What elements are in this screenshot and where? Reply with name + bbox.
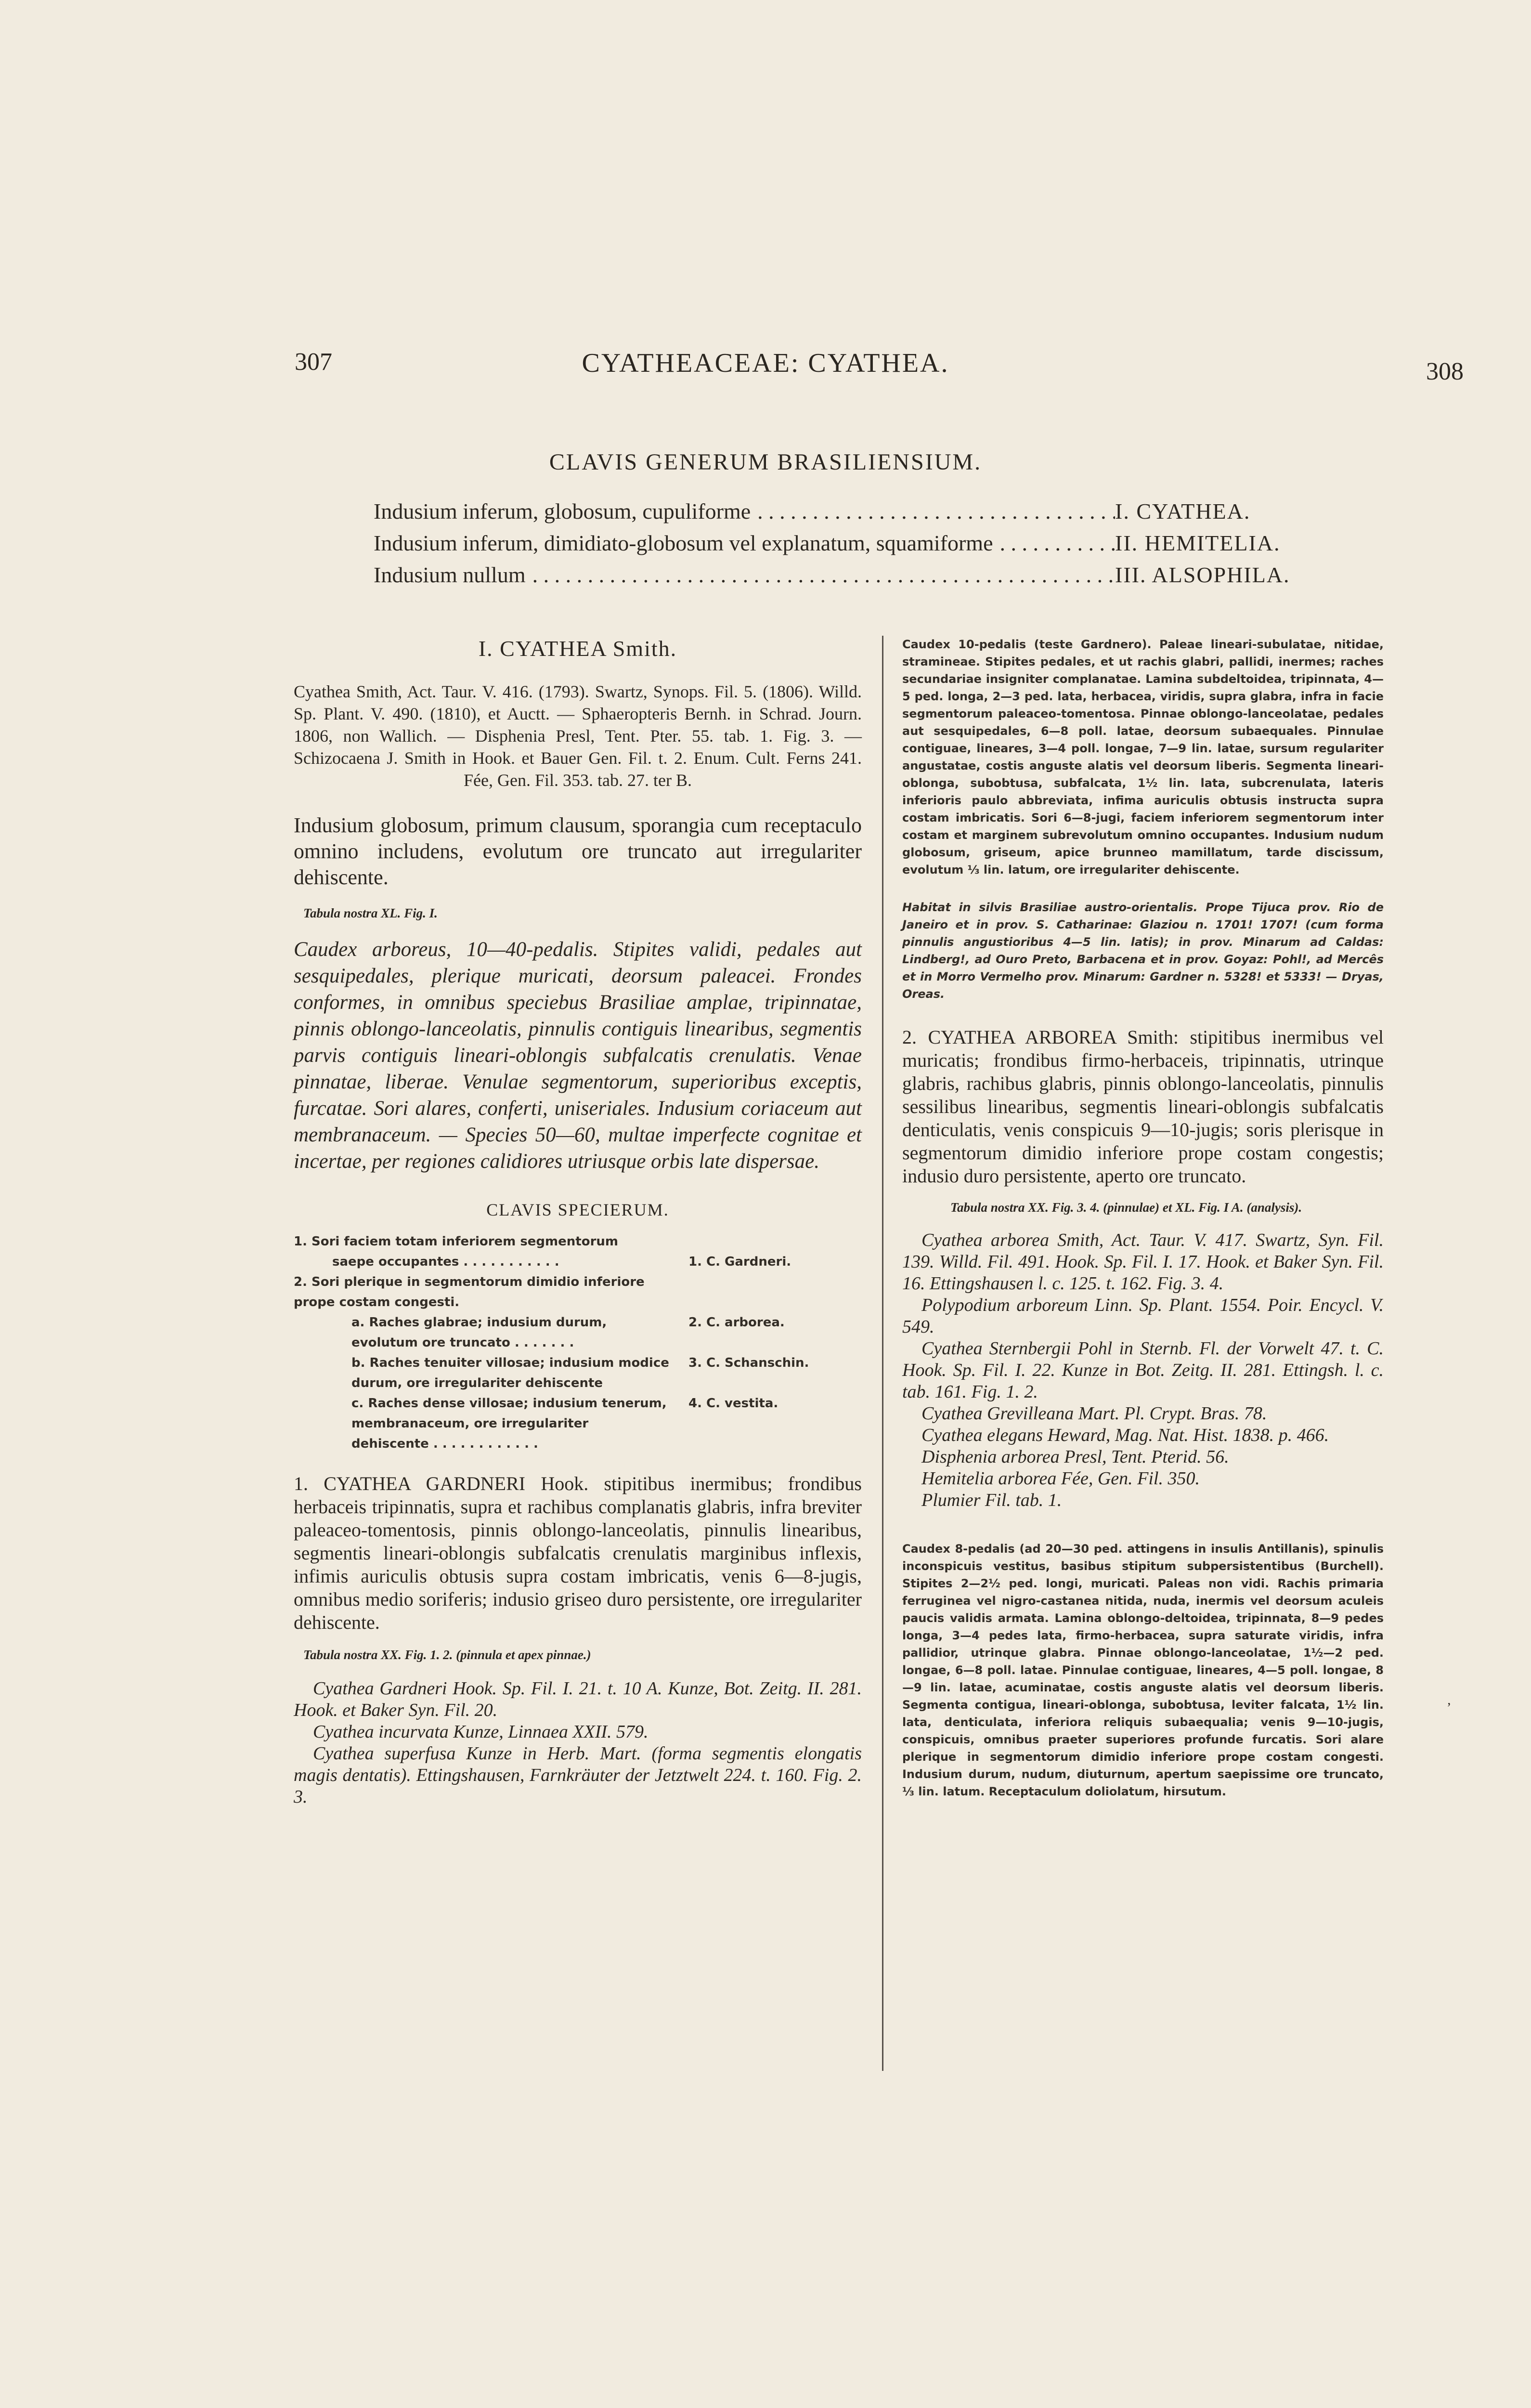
synonym-entry: Cyathea elegans Heward, Mag. Nat. Hist. 1838. p. 466. [921,1425,1329,1445]
key-row [294,1312,862,1353]
leader-dots [751,498,1115,524]
genus-key-text: Indusium inferum, globosum, cupuliforme [374,499,751,523]
genus-key-result: I. CYATHEA. [1115,499,1251,523]
clavis-generum-title: CLAVIS GENERUM BRASILIENSIUM. [549,449,982,475]
habitat-text: Habitat in silvis Brasiliae austro-orientalis. Prope Tijuca prov. Rio de Janeiro et in prov. S. Catharinae: Glaziou n. 1701! 1707! (cum forma pinnulis angustioribus 4—5 lin. latis); in prov. Minarum ad Caldas: Lindberg!, ad Ouro Preto, Barbacena et in prov. Goyaz: Pohl!, ad Mercês et in Morro Vermelho prov. Minarum: Gardner n. 5328! et 5333! — Dryas, Oreas. [902,901,1384,1001]
key-row [294,1231,862,1252]
margin-mark: ‚ [1447,1693,1452,1708]
synonym-entry: Polypodium arboreum Linn. Sp. Plant. 1554. Poir. Encycl. V. 549. [902,1295,1384,1337]
synonym-entry: Cyathea superfusa Kunze in Herb. Mart. (forma segmentis elongatis magis dentatis). Ettingshausen, Farnkräuter der Jetztwelt 224. t. 160. Fig. 2. 3. [294,1743,862,1807]
running-title: CYATHEACEAE: CYATHEA. [582,348,949,378]
key-text: 2. Sori plerique in segmentorum dimidio inferiore prope costam congesti. [294,1275,645,1309]
synonym-entry: Cyathea Gardneri Hook. Sp. Fil. I. 21. t. 10 A. Kunze, Bot. Zeitg. II. 281. Hook. et Baker Syn. Fil. 20. [294,1678,862,1720]
key-text: a. Raches glabrae; indusium durum, evolutum ore truncato . . . . . . . [351,1315,607,1350]
synonym-entry: Cyathea incurvata Kunze, Linnaea XXII. 579. [313,1722,649,1742]
species-synonymy [902,1230,1384,1511]
column-divider [882,636,883,2071]
key-result: 4. C. vestita. [688,1396,778,1411]
key-result: 1. C. Gardneri. [688,1255,791,1269]
species-key [294,1231,862,1454]
synonym-entry: Cyathea Sternbergii Pohl in Sternb. Fl. der Vorwelt 47. t. C. Hook. Sp. Fil. I. 22. Kunze in Bot. Zeitg. II. 281. Ettingsh. l. c. tab. 161. Fig. 1. 2. [902,1338,1384,1402]
genus-key-row [374,530,1370,562]
plate-reference: Tabula nostra XX. Fig. 3. 4. (pinnulae) et XL. Fig. I A. (analysis). [950,1200,1302,1215]
synonym-entry: Cyathea Grevilleana Mart. Pl. Crypt. Bras. 78. [921,1403,1267,1424]
key-row [294,1252,862,1272]
genus-synonymy: Cyathea Smith, Act. Taur. V. 416. (1793). Swartz, Synops. Fil. 5. (1806). Willd. Sp. Plant. V. 490. (1810), et Auctt. — Sphaeropteris Bernh. in Schrad. Journ. 1806, non Wallich. — Disphenia Presl, Tent. Pter. 55. tab. 1. Fig. 3. — Schizocaena J. Smith in Hook. et Bauer Gen. Fil. t. 2. Enum. Cult. Ferns 241. Fée, Gen. Fil. 353. tab. 27. ter B. [294,682,862,790]
leader-dots [526,562,1115,588]
species-detail-description: Caudex 10-pedalis (teste Gardnero). Paleae lineari-subulatae, nitidae, stramineae. Stipites pedales, et ut rachis glabri, pallidi, inermes; raches secundariae insigniter complanatae. Lamina subdeltoidea, tripinnata, 4—5 ped. longa, 2—3 ped. lata, herbacea, viridis, supra glabra, infra in facie segmentorum paleaceo-tomentosa. Pinnae oblongo-lanceolatae, pedales aut sesquipedales, 6—8 poll. latae, deorsum subaequales. Pinnulae contiguae, lineares, 3—4 poll. longae, 7—9 lin. latae, sursum regulariter angustatae, costis anguste alatis vel deorsum liberis. Segmenta lineari-oblonga, subobtusa, subfalcata, 1½ lin. lata, subcrenulata, lateris inferioris paulo abbreviata, infima auriculis obtusis instructa supra costam imbricatis. Sori 6—8-jugi, faciem inferiorem segmentorum inter costam et marginem subrevolutum omnino occupantes. Indusium nudum globosum, griseum, apice brunneo mamillatum, tarde discissum, evolutum ⅓ lin. latum, ore irregulariter dehiscente. [902,638,1384,877]
genus-key-result: II. HEMITELIA. [1115,531,1281,555]
key-result [669,1231,862,1252]
synonym-entry: Cyathea arborea Smith, Act. Taur. V. 417. Swartz, Syn. Fil. 139. Willd. Fil. 491. Hook. Sp. Fil. I. 17. Hook. et Baker Syn. Fil. 16. Ettingshausen l. c. 125. t. 162. Fig. 3. 4. [902,1230,1384,1294]
genus-key-row [374,562,1370,594]
genus-key-row [374,498,1370,530]
key-text: c. Raches dense villosae; indusium tenerum, membranaceum, ore irregulariter dehiscente . . . . . . . . . . . . [351,1396,667,1451]
key-text: b. Raches tenuiter villosae; indusium modice durum, ore irregulariter dehiscente [351,1356,669,1390]
key-row [294,1353,862,1393]
page-number-right: 308 [1426,358,1464,385]
synonym-entry: Hemitelia arborea Fée, Gen. Fil. 350. [921,1468,1200,1489]
synonym-entry: Plumier Fil. tab. 1. [921,1490,1062,1510]
key-row [294,1272,862,1312]
species-description: 2. CYATHEA ARBOREA Smith: stipitibus inermibus vel muricatis; frondibus firmo-herbaceis, tripinnatis, utrinque glabris, rachibus glabris, pinnis oblongo-lanceolatis, pinnulis sessilibus linearibus, segmentis lineari-oblongis subfalcatis denticulatis, venis conspicuis 9—10-jugis; soris plerisque in segmentorum dimidio inferiore prope costam congestis; indusio duro persistente, aperto ore truncato. [902,1026,1384,1187]
key-text: 1. Sori faciem totam inferiorem segmentorum [294,1234,618,1249]
key-result: 3. C. Schanschin. [688,1356,809,1370]
leader-dots [993,530,1116,556]
key-result [669,1272,862,1312]
key-result: 2. C. arborea. [688,1315,785,1330]
right-column [902,636,1384,1820]
genus-key-text: Indusium inferum, dimidiato-globosum vel explanatum, squamiforme [374,531,993,555]
species-synonymy [294,1678,862,1808]
species-detail-description: Caudex 8-pedalis (ad 20—30 ped. attingens in insulis Antillanis), spinulis inconspicuis vestitus, basibus stipitum subpersistentibus (Burchell). Stipites 2—2½ ped. longi, muricati. Paleas non vidi. Rachis primaria ferruginea vel nigro-castanea nitida, nuda, inermis vel deorsum aculeis paucis validis armata. Lamina oblongo-deltoidea, tripinnata, 8—9 pedes longa, 3—4 pedes lata, firmo-herbacea, supra saturate viridis, infra pallidior, utrinque glabra. Pinnae oblongo-lanceolatae, 1½—2 ped. longae, 6—8 poll. latae. Pinnulae contiguae, lineares, 4—5 poll. longae, 8—9 lin. latae, acuminatae, costis anguste alatis vel deorsum liberis. Segmenta contigua, lineari-oblonga, subobtusa, leviter falcata, 1½ lin. lata, denticulata, inferiora reliquis subaequalia; venis 9—10-jugis, conspicuis, omnibus praeter superiores profunde furcatis. Sori alare plerique in segmentorum dimidio inferiore prope costam congesti. Indusium durum, nudum, diuturnum, apertum saepissime ore truncato, ⅓ lin. latum. Receptaculum doliolatum, hirsutum. [902,1542,1384,1798]
key-text: saepe occupantes . . . . . . . . . . . [332,1255,559,1269]
indusium-description: Indusium globosum, primum clausum, sporangia cum receptaculo omnino includens, evolutum ore truncato aut irregulariter dehiscente. [294,813,862,889]
genus-heading: I. CYATHEA Smith. [478,636,677,661]
clavis-generum-list [374,498,1370,594]
plate-reference: Tabula nostra XL. Fig. I. [303,906,438,920]
genus-key-result: III. ALSOPHILA. [1115,563,1290,587]
species-description: 1. CYATHEA GARDNERI Hook. stipitibus inermibus; frondibus herbaceis tripinnatis, supra et rachibus complanatis glabris, infra breviter paleaceo-tomentosis, pinnis oblongo-lanceolatis, pinnulis linearibus, segmentis lineari-oblongis subfalcatis crenulatis marginibus inflexis, infimis auriculis obtusis supra costam imbricatis, venis 6—8-jugis, omnibus medio soriferis; indusio griseo duro persistente, ore irregulariter dehiscente. [294,1473,862,1633]
key-row [294,1393,862,1454]
plate-reference: Tabula nostra XX. Fig. 1. 2. (pinnula et apex pinnae.) [303,1648,591,1662]
genus-key-text: Indusium nullum [374,563,526,587]
page-number-left: 307 [295,348,332,376]
synonym-entry: Disphenia arborea Presl, Tent. Pterid. 56. [921,1447,1229,1467]
left-column [294,636,862,1808]
genus-description: Caudex arboreus, 10—40-pedalis. Stipites validi, pedales aut sesquipedales, plerique muricati, deorsum paleacei. Frondes conformes, in omnibus speciebus Brasiliae amplae, tripinnatae, pinnis oblongo-lanceolatis, pinnulis contiguis linearibus, segmentis parvis contiguis lineari-oblongis subfalcatis crenulatis. Venae pinnatae, liberae. Venulae segmentorum, superioribus exceptis, furcatae. Sori alares, conferti, uniseriales. Indusium coriaceum aut membranaceum. — Species 50—60, multae imperfecte cognitae et incertae, per regiones calidiores utriusque orbis late dispersae. [294,938,862,1173]
clavis-specierum-title: CLAVIS SPECIERUM. [486,1200,669,1219]
